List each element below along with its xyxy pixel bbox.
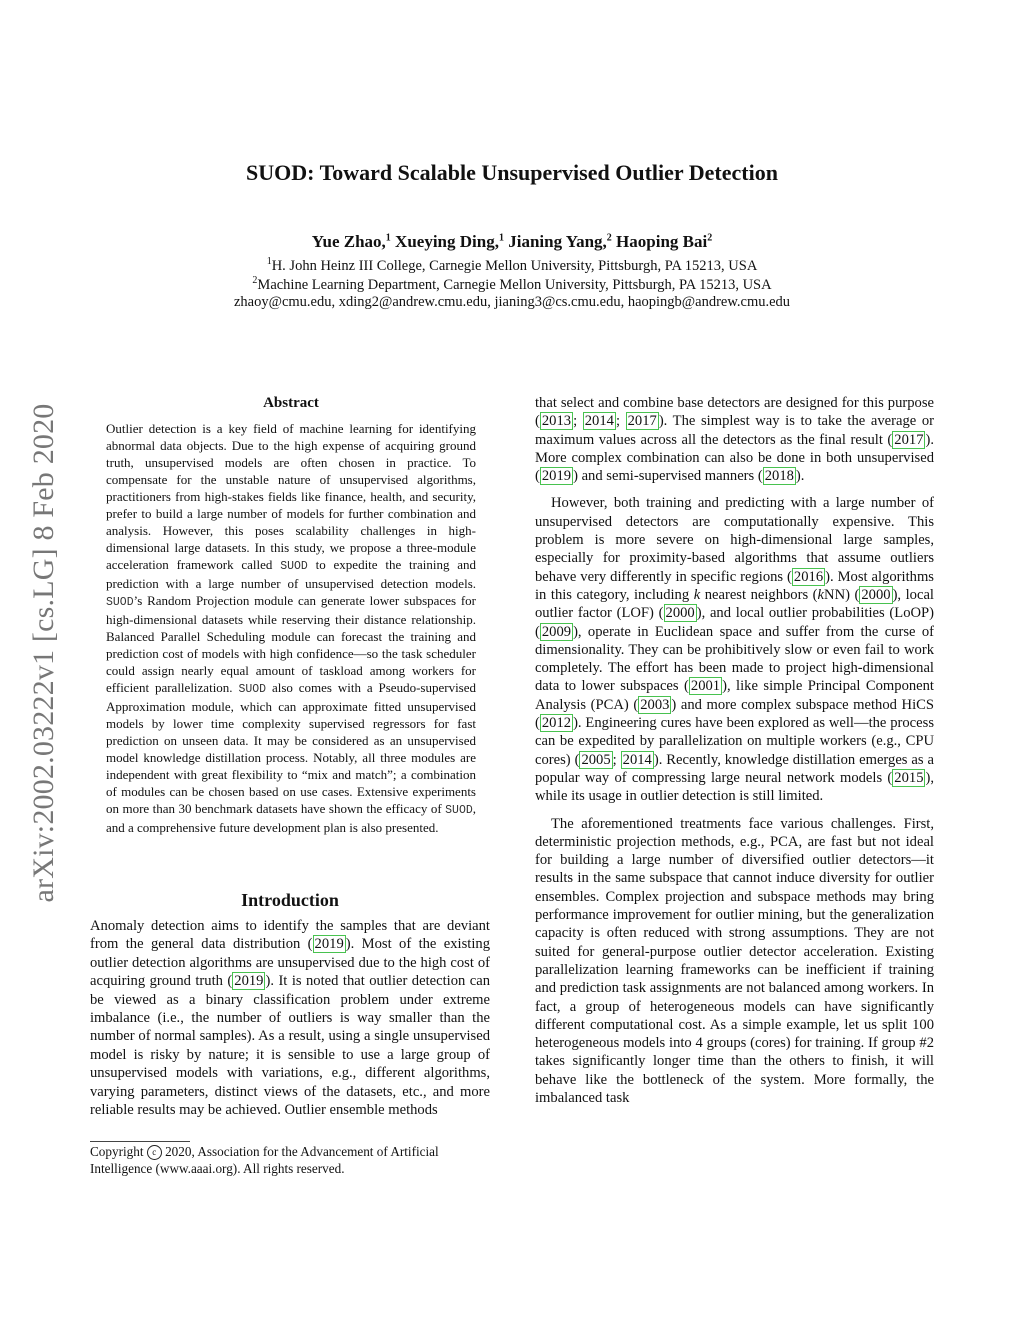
citation-link[interactable]: 2019 [314,936,344,953]
citation-link[interactable]: 2016 [793,568,824,585]
code-term: SUOD [280,560,308,573]
citation-link[interactable]: 2005 [581,751,611,768]
author-list [0,232,1024,252]
author-affil-mark: 2 [606,232,612,244]
author-name: Yue Zhao, [311,232,386,251]
code-term: SUOD [238,683,267,696]
author-name: Haoping Bai [616,232,708,251]
citation-link[interactable]: 2000 [861,586,891,603]
author-affil-mark: 1 [498,232,504,244]
right-column [535,394,934,1116]
citation-link[interactable]: 2014 [584,413,614,430]
paper-title: SUOD: Toward Scalable Unsupervised Outlier Detection [246,160,778,185]
citation-link[interactable]: 2013 [541,413,572,430]
abstract-body: Outlier detection is a key field of machine learning for identifying abnormal data objects. Due to the high expense of acquiring ground truth, unsupervised models are often chosen in practice. To compensate for the unstable nature of unsupervised algorithms, practitioners from high-stakes fields like finance, health, and security, prefer to build a large number of models for further combination and analysis. However, this poses scalability challenges in high-dimensional large datasets. In this study, we propose a three-module acceleration framework called SUOD to expedite the training and prediction with a large number of unsupervised detection models. SUOD’s Random Projection module can generate lower subspaces for high-dimensional datasets while reserving their distance relationship. Balanced Parallel Scheduling module can forecast the training and prediction cost of models with high confidence—so the task scheduler could assign nearly equal amount of taskload among workers for efficient parallelization. SUOD also comes with a Pseudo-supervised Approximation module, which can approximate fitted unsupervised models by lower time complexity supervised regressors for fast prediction on unseen data. It may be considered as an unsupervised model knowledge distillation process. Notably, all three modules are independent with great flexibility to “mix and match”; a combination of modules can be chosen based on use cases. Extensive experiments on more than 30 benchmark datasets have shown the efficacy of SUOD, and a comprehensive future development plan is also presented. [106,421,477,835]
introduction-body: Anomaly detection aims to identify the samples that are deviant from the general data distribution ( 2019 ). Most of the existing outlier detection algorithms are unsupervised due to the high cost of acquiring ground truth ( 2019 ). It is noted that outlier detection can be viewed as a binary classification problem under extreme imbalance (i.e., the number of outliers is way smaller than the number of normal samples). As a result, using a single unsupervised model is risky by nature; it is sensible to use a large group of unsupervised models with variations, e.g., different algorithms, varying parameters, distinct views of the datasets, etc., and more reliable results may be achieved. Outlier ensemble methods [90,918,491,1119]
citation-link[interactable]: 2014 [622,751,652,768]
citation-link[interactable]: 2003 [640,696,670,713]
footnote-rule [90,1141,190,1142]
affiliation-1: $^1$H. John Heinz III College, Carnegie Mellon University, Pittsburgh, PA 15213, USA [266,256,758,274]
citation-link[interactable]: 2017 [627,413,657,430]
author-affil-mark: 1 [385,232,391,244]
author-affil-mark: 2 [707,232,713,244]
author-name: Jianing Yang, [508,232,607,251]
citation-link[interactable]: 2018 [764,468,794,485]
paragraph: The aforementioned treatments face various challenges. First, deterministic projection methods, e.g., PCA, are fast but not ideal for building a large number of diversified outlier detectors—it results in the same subspace that cannot induce diversity for outlier ensembles. Complex projection and subspace methods may bring performance improvement for outlier mining, but the generalization capacity is often reduced with strong assumptions. They are not suited for general-purpose outlier detector acceleration. Existing parallelization learning frameworks can be inefficient if training and prediction task assignments are not balanced among workers. In fact, a group of heterogeneous models can have significantly different computational cost. As a simple example, let us split 100 heterogeneous models into 4 groups (cores) for training. If group #2 takes significantly longer time than the others to finish, it will behave like the bottleneck of the system. More formally, the imbalanced task [535,815,934,1106]
paragraph: However, both training and predicting with a large number of unsupervised detectors are computationally expensive. This problem is more severe on high-dimensional large samples, especially for proximity-based algorithms that assume outliers behave very differently in specific regions ( 2016 ). Most algorithms in this category, including k nearest neighbors (kNN) ( 2000 ), local outlier factor (LOF) ( 2000 ), and local outlier probabilities (LoOP) ( 2009 ), operate in Euclidean space and suffer from the curse of dimensionality. They can be prohibitively slow or even fail to work completely. The effort has been made to project high-dimensional data to lower subspaces ( 2001 ), like simple Principal Component Analysis (PCA) ( 2003 ) and more complex subspace method HiCS ( 2012 ). Engineering cures have been explored as well—the process can be expedited by parallelization on multiple workers (e.g., CPU cores) ( 2005 ; 2014 ). Recently, knowledge distillation emerges as a popular way of compressing large neural network models ( 2015 ), while its usage in outlier detection is still limited. [535,495,934,805]
citation-link[interactable]: 2019 [234,973,264,990]
citation-link[interactable]: 2009 [541,623,572,640]
copyright-icon: c [147,1145,162,1160]
citation-link[interactable]: 2001 [690,678,721,695]
copyright-footnote: Copyright c 2020, Association for the Advancement of Artificial Intelligence (www.aaai.org). All rights reserved. [90,1144,439,1176]
code-term: SUOD [106,596,134,609]
author-name: Xueying Ding, [395,232,499,251]
abstract-heading: Abstract [263,395,319,411]
citation-link[interactable]: 2019 [541,468,572,485]
citation-link[interactable]: 2017 [894,431,924,448]
paragraph: that select and combine base detectors are designed for this purpose ( 2013 ; 2014 ; 2017 ). The simplest way is to take the average or maximum values across all the detectors as the final result ( 2017 ). More complex combination can also be done in both unsupervised ( 2019 ) and semi-supervised manners ( 2018 ). [535,395,935,485]
citation-link[interactable]: 2000 [665,605,695,622]
affiliation-2: $^2$Machine Learning Department, Carnegie Mellon University, Pittsburgh, PA 15213, USA [252,275,772,293]
code-term: SUOD [445,804,473,817]
introduction-heading: Introduction [241,890,339,910]
citation-link[interactable]: 2012 [541,715,572,732]
citation-link[interactable]: 2015 [894,769,924,786]
arxiv-stamp: arXiv:2002.03222v1 [cs.LG] 8 Feb 2020 [27,402,60,903]
author-emails: zhaoy@cmu.edu, xding2@andrew.cmu.edu, jianing3@cs.cmu.edu, haopingb@andrew.cmu.edu [233,294,791,310]
